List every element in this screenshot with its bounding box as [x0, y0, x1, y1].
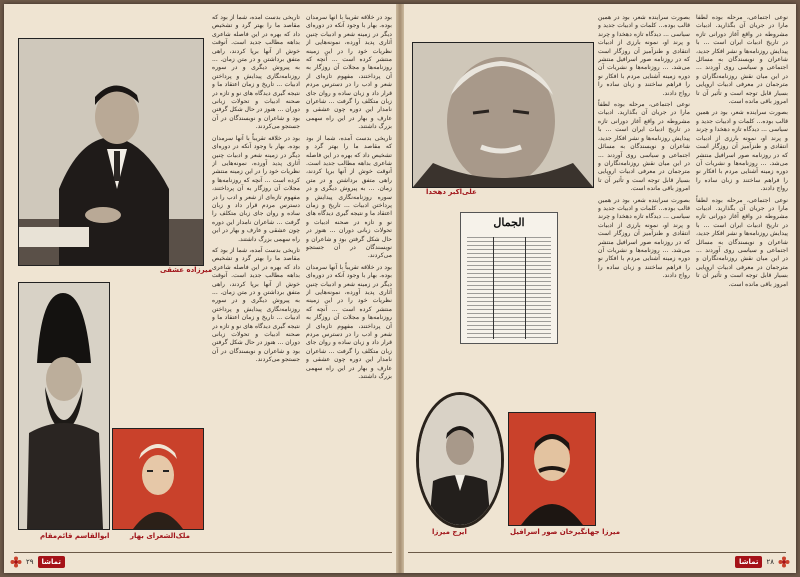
- newspaper-column-rule: [493, 237, 494, 339]
- article-text: بود در خلاقه تقریباً با آنها سرمدان بوده. بهار با وجود آنکه در دوره‌ای دیگر در زمینه شعر و ادبیات چنین آثاری پدید آورده، نمونه‌هایی از نظریات خود را در این زمینه منتشر کرده است ... آنچه که روزنامه‌ها و مجلات آن روزگار به آن پرداختند، مفهوم تازه‌ای از شعر و ادب را در دسترس مردم قرار داد و زبان ساده و روان جای زبان متکلف را گرفت ... شاعران نامدار این دوره چون عشقی و عارف و بهار در این راه سهمی بزرگ داشتند.: [212, 134, 300, 243]
- article-column: [306, 14, 392, 534]
- article-text: بصورت سراینده شعر، بود در همین قالب بوده... کلمات و ادبیات جدید و سیاسی ... دیدگاه تازه دهخدا و چرند و پرند او، نمونه بارزی از ادبیات انتقادی و طنزآمیز آن روزگار است که در روزنامه صور اسرافیل منتشر می‌شد. ... روزنامه‌ها و نشریات آن دوره زمینه آشنایی مردم با افکار نو را فراهم ساختند و زبان ساده را رواج دادند.: [598, 196, 690, 280]
- page-footer: [10, 555, 65, 569]
- portrait-photo-sur-esrafil: [508, 412, 596, 526]
- portrait-photo-iraj-mirza: [416, 392, 504, 528]
- article-text: نوعی اجتماعی، مرحله بوده لطفاً مارا در جریان آن بگذارید. ادبیات مشروطه در واقع آغاز دورانی تازه در تاریخ ادبیات ایران است ... با پیدایش روزنامه‌ها و نشر افکار جدید، شاعران و نویسندگان به مسائل اجتماعی و سیاسی روی آوردند ... در این میان نقش روزنامه‌نگاران و مترجمان در معرفی ادبیات اروپایی بسیار قابل توجه است و تأثیر آن تا امروز باقی مانده است.: [598, 101, 690, 193]
- photo-caption: ملک‌الشعرای بهار: [130, 532, 190, 540]
- page-footer: [735, 555, 790, 569]
- article-text: بود در خلاقه تقریباً با آنها سرمدان بوده. بهار با وجود آنکه در دوره‌ای دیگر در زمینه شعر و ادبیات چنین آثاری پدید آورده، نمونه‌هایی از نظریات خود را در این زمینه منتشر کرده است ... آنچه که روزنامه‌ها و مجلات آن روزگار به آن پرداختند، مفهوم تازه‌ای از شعر و ادب را در دسترس مردم قرار داد و زبان ساده و روان جای زبان متکلف را گرفت ... شاعران نامدار این دوره چون عشقی و عارف و بهار در این راه سهمی بزرگ داشتند.: [306, 263, 392, 381]
- photo-caption: ایرج میرزا: [432, 528, 467, 536]
- article-text: نوعی اجتماعی، مرحله بوده لطفاً مارا در جریان آن بگذارید. ادبیات مشروطه در واقع آغاز دورانی تازه در تاریخ ادبیات ایران است ... با پیدایش روزنامه‌ها و نشر افکار جدید، شاعران و نویسندگان به مسائل اجتماعی و سیاسی روی آوردند ... در این میان نقش روزنامه‌نگاران و مترجمان در معرفی ادبیات اروپایی بسیار قابل توجه است و تأثیر آن تا امروز باقی مانده است.: [696, 196, 788, 288]
- photo-caption: میرزاده عشقی: [160, 266, 213, 274]
- magazine-logo: تماشا: [735, 556, 762, 568]
- magazine-logo: تماشا: [38, 556, 65, 568]
- article-text: بصورت سراینده شعر، بود در همین قالب بوده... کلمات و ادبیات جدید و سیاسی ... دیدگاه تازه دهخدا و چرند و پرند او، نمونه بارزی از ادبیات انتقادی و طنزآمیز آن روزگار است که در روزنامه صور اسرافیل منتشر می‌شد. ... روزنامه‌ها و نشریات آن دوره زمینه آشنایی مردم با افکار نو را فراهم ساختند و زبان ساده را رواج دادند.: [598, 14, 690, 97]
- newspaper-column-rule: [525, 237, 526, 339]
- photo-caption: میرزا جهانگیرخان صور اسرافیل: [510, 528, 621, 536]
- newspaper-facsimile: [460, 212, 558, 344]
- portrait-photo-dehkhoda: [412, 42, 594, 188]
- article-text: تاریخی بدست آمده، شما از بود که مقاصد ما را بهتر گرد و تشخیص داد که بهره در این فاصله شاعری بداهه مطالب جدید است. آنوقت خوش از آنها برپا کردند، راهی متفق برداشتن و در متن زمان. ... به پیروش دیگری و در سوره روزنامه‌نگاری پیدایش و پرداختن ادبیات ... تاریخ و زمان اعتقاد ما و نتیجه گیری دیدگاه های نو و تازه در صحنه ادبیات و تحولات زبانی دوران ... هنوز در حال شکل گرفتن بود و شاعران و نویسندگان در آن جستجو می‌کردند.: [306, 134, 392, 260]
- article-text: بصورت سراینده شعر، بود در همین قالب بوده... کلمات و ادبیات جدید و سیاسی ... دیدگاه تازه دهخدا و چرند و پرند او، نمونه بارزی از ادبیات انتقادی و طنزآمیز آن روزگار است که در روزنامه صور اسرافیل منتشر می‌شد. ... روزنامه‌ها و نشریات آن دوره زمینه آشنایی مردم با افکار نو را فراهم ساختند و زبان ساده را رواج دادند.: [696, 109, 788, 193]
- right-page: [402, 4, 796, 573]
- article-text: بود در خلاقه تقریباً با آنها سرمدان بوده. بهار با وجود آنکه در دوره‌ای دیگر در زمینه شعر و ادبیات چنین آثاری پدید آورده، نمونه‌هایی از نظریات خود را در این زمینه منتشر کرده است ... آنچه که روزنامه‌ها و مجلات آن روزگار به آن پرداختند، مفهوم تازه‌ای از شعر و ادب را در دسترس مردم قرار داد و زبان ساده و روان جای زبان متکلف را گرفت ... شاعران نامدار این دوره چون عشقی و عارف و بهار در این راه سهمی بزرگ داشتند.: [306, 14, 392, 131]
- article-text: تاریخی بدست آمده، شما از بود که مقاصد ما را بهتر گرد و تشخیص داد که بهره در این فاصله شاعری بداهه مطالب جدید است. آنوقت خوش از آنها برپا کردند، راهی متفق برداشتن و در متن زمان. ... به پیروش دیگری و در سوره روزنامه‌نگاری پیدایش و پرداختن ادبیات ... تاریخ و زمان اعتقاد ما و نتیجه گیری دیدگاه های نو و تازه در صحنه ادبیات و تحولات زبانی دوران ... هنوز در حال شکل گرفتن بود و شاعران و نویسندگان در آن جستجو می‌کردند.: [212, 246, 300, 364]
- footer-rule: [408, 552, 786, 553]
- article-column: [598, 14, 690, 534]
- portrait-photo-ghaem-magham: [18, 282, 110, 530]
- flower-ornament-icon: [778, 556, 790, 568]
- portrait-photo-eshghi: [18, 38, 204, 266]
- flower-ornament-icon: [10, 556, 22, 568]
- portrait-photo-bahar: [112, 428, 204, 530]
- newspaper-title: الجمال: [493, 216, 525, 229]
- article-column: [212, 14, 300, 534]
- page-number: ۲۸: [766, 558, 774, 566]
- article-text: نوعی اجتماعی، مرحله بوده لطفاً مارا در جریان آن بگذارید. ادبیات مشروطه در واقع آغاز دورانی تازه در تاریخ ادبیات ایران است ... با پیدایش روزنامه‌ها و نشر افکار جدید، شاعران و نویسندگان به مسائل اجتماعی و سیاسی روی آوردند ... در این میان نقش روزنامه‌نگاران و مترجمان در معرفی ادبیات اروپایی بسیار قابل توجه است و تأثیر آن تا امروز باقی مانده است.: [696, 14, 788, 106]
- newspaper-text-lines: [467, 237, 551, 339]
- photo-caption: علی‌اکبر دهخدا: [426, 188, 477, 196]
- footer-rule: [14, 552, 392, 553]
- article-text: تاریخی بدست آمده، شما از بود که مقاصد ما را بهتر گرد و تشخیص داد که بهره در این فاصله شاعری بداهه مطالب جدید است. آنوقت خوش از آنها برپا کردند، راهی متفق برداشتن و در متن زمان. ... به پیروش دیگری و در سوره روزنامه‌نگاری پیدایش و پرداختن ادبیات ... تاریخ و زمان اعتقاد ما و نتیجه گیری دیدگاه های نو و تازه در صحنه ادبیات و تحولات زبانی دوران ... هنوز در حال شکل گرفتن بود و شاعران و نویسندگان در آن جستجو می‌کردند.: [212, 14, 300, 131]
- article-column: [696, 14, 788, 534]
- magazine-spread: [4, 4, 796, 573]
- photo-caption: ابوالقاسم قائم‌مقام: [40, 532, 110, 540]
- page-number: ۲۹: [26, 558, 34, 566]
- left-page: [4, 4, 398, 573]
